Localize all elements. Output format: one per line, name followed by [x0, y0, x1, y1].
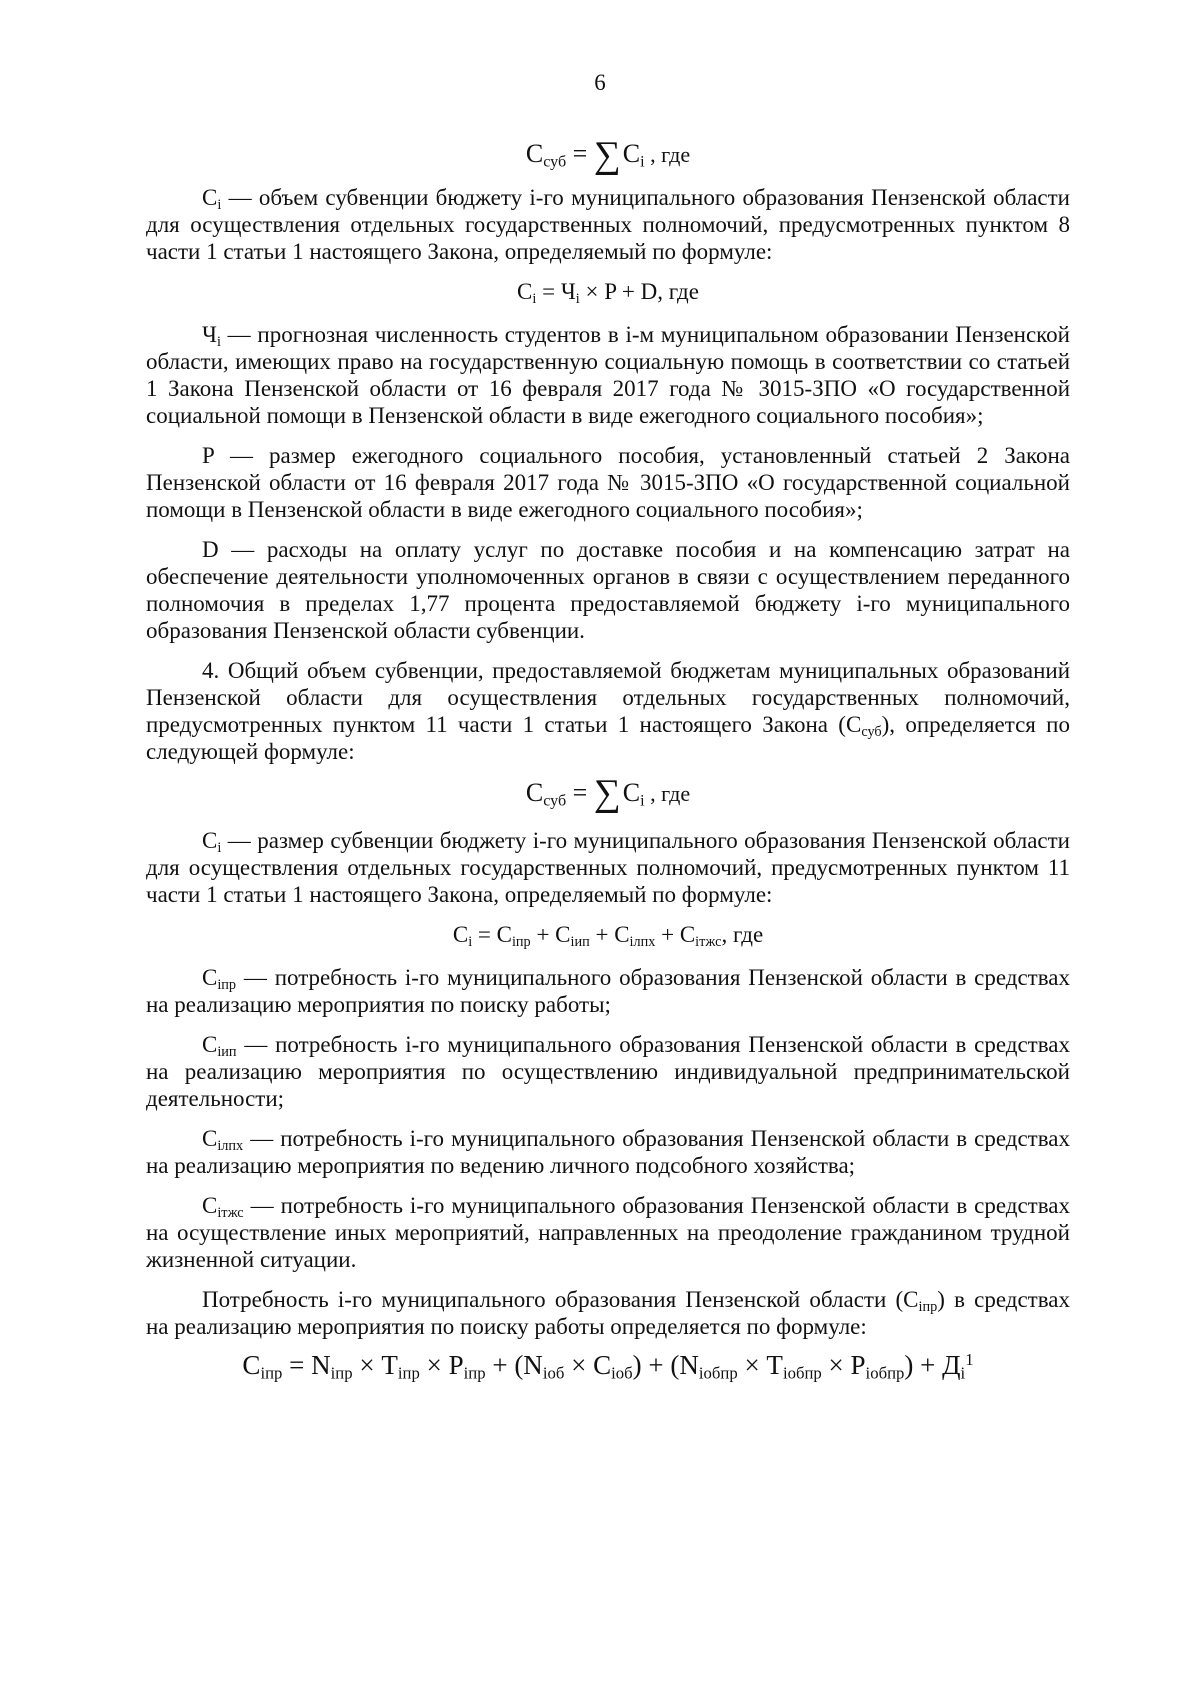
- document-body: [146, 133, 1070, 1383]
- paragraph-d-definition: D — расходы на оплату услуг по доставке пособия и на компенсацию затрат на обеспечение деятельности уполномоченных органов в связи с осуществлением переданного полномочия в пределах 1,77 процента предоставляемой бюджету i-го муниципального образования Пензенской области субвенции.: [146, 536, 1070, 643]
- paragraph-ci-definition-2: $С_i$ — размер субвенции бюджету i-го муниципального образования Пензенской области для осуществления отдельных государственных полномочий, предусмотренных пунктом 11 части 1 статьи 1 настоящего Закона, определяемый по формуле:: [146, 828, 1070, 908]
- formula-total-subvention-2: $С_{суб} = \sum С_i$ , где: [525, 772, 691, 815]
- paragraph-cipr-definition: $С_{iпр}$ — потребность i-го муниципального образования Пензенской области в средствах на реализацию мероприятия по поиску работы;: [146, 965, 1070, 1018]
- formula-ci-components: $С_i = С_{iпр} + С_{iип} + С_{iлпх} + С_{iтжс}$, где: [452, 922, 764, 951]
- paragraph-ciip-definition: $С_{iип}$ — потребность i-го муниципального образования Пензенской области в средствах на реализацию мероприятия по осуществлению индивидуальной предпринимательской деятельности;: [146, 1032, 1070, 1112]
- formula-ci-students: $С_i = Ч_i \times P + D$, где: [517, 278, 699, 307]
- page-number: 6: [594, 70, 606, 95]
- paragraph-cipr-need: Потребность i-го муниципального образования Пензенской области $(С_{iпр})$ в средствах на реализацию мероприятия по поиску работы определяется по формуле:: [146, 1287, 1070, 1340]
- formula-total-subvention: $С_{суб} = \sum С_i$ , где: [525, 133, 691, 176]
- formula-cipr: $С_{iпр} = N_{iпр} \times Т_{iпр} \times Р_{iпр} + (N_{iоб} \times С_{iоб}) + (N_{iобпр} \times Т_{iобпр} \times Р_{iобпр}) + Д_i^1$: [242, 1349, 974, 1383]
- paragraph-p-definition: P — размер ежегодного социального пособия, установленный статьей 2 Закона Пензенской области от 16 февраля 2017 года № 3015-ЗПО «О государственной социальной помощи в Пензенской области в виде ежегодного социального пособия»;: [146, 442, 1070, 522]
- paragraph-section-4: 4. Общий объем субвенции, предоставляемой бюджетам муниципальных образований Пензенской области для осуществления отдельных государственных полномочий, предусмотренных пунктом 11 части 1 статьи 1 настоящего Закона $(С_{суб})$, определяется по следующей формуле:: [146, 657, 1070, 764]
- paragraph-cilph-definition: $С_{iлпх}$ — потребность i-го муниципального образования Пензенской области в средствах на реализацию мероприятия по ведению личного подсобного хозяйства;: [146, 1126, 1070, 1179]
- paragraph-ci-definition: $С_i$ — объем субвенции бюджету i-го муниципального образования Пензенской области для осуществления отдельных государственных полномочий, предусмотренных пунктом 8 части 1 статьи 1 настоящего Закона, определяемый по формуле:: [146, 184, 1070, 264]
- paragraph-citzhs-definition: $С_{iтжс}$ — потребность i-го муниципального образования Пензенской области в средствах на осуществление иных мероприятий, направленных на преодоление гражданином трудной жизненной ситуации.: [146, 1193, 1070, 1273]
- paragraph-chi-definition: $Ч_i$ — прогнозная численность студентов в i-м муниципальном образовании Пензенской области, имеющих право на государственную социальную помощь в соответствии со статьей 1 Закона Пензенской области от 16 февраля 2017 года № 3015-ЗПО «О государственной социальной помощи в Пензенской области в виде ежегодного социального пособия»;: [146, 321, 1070, 428]
